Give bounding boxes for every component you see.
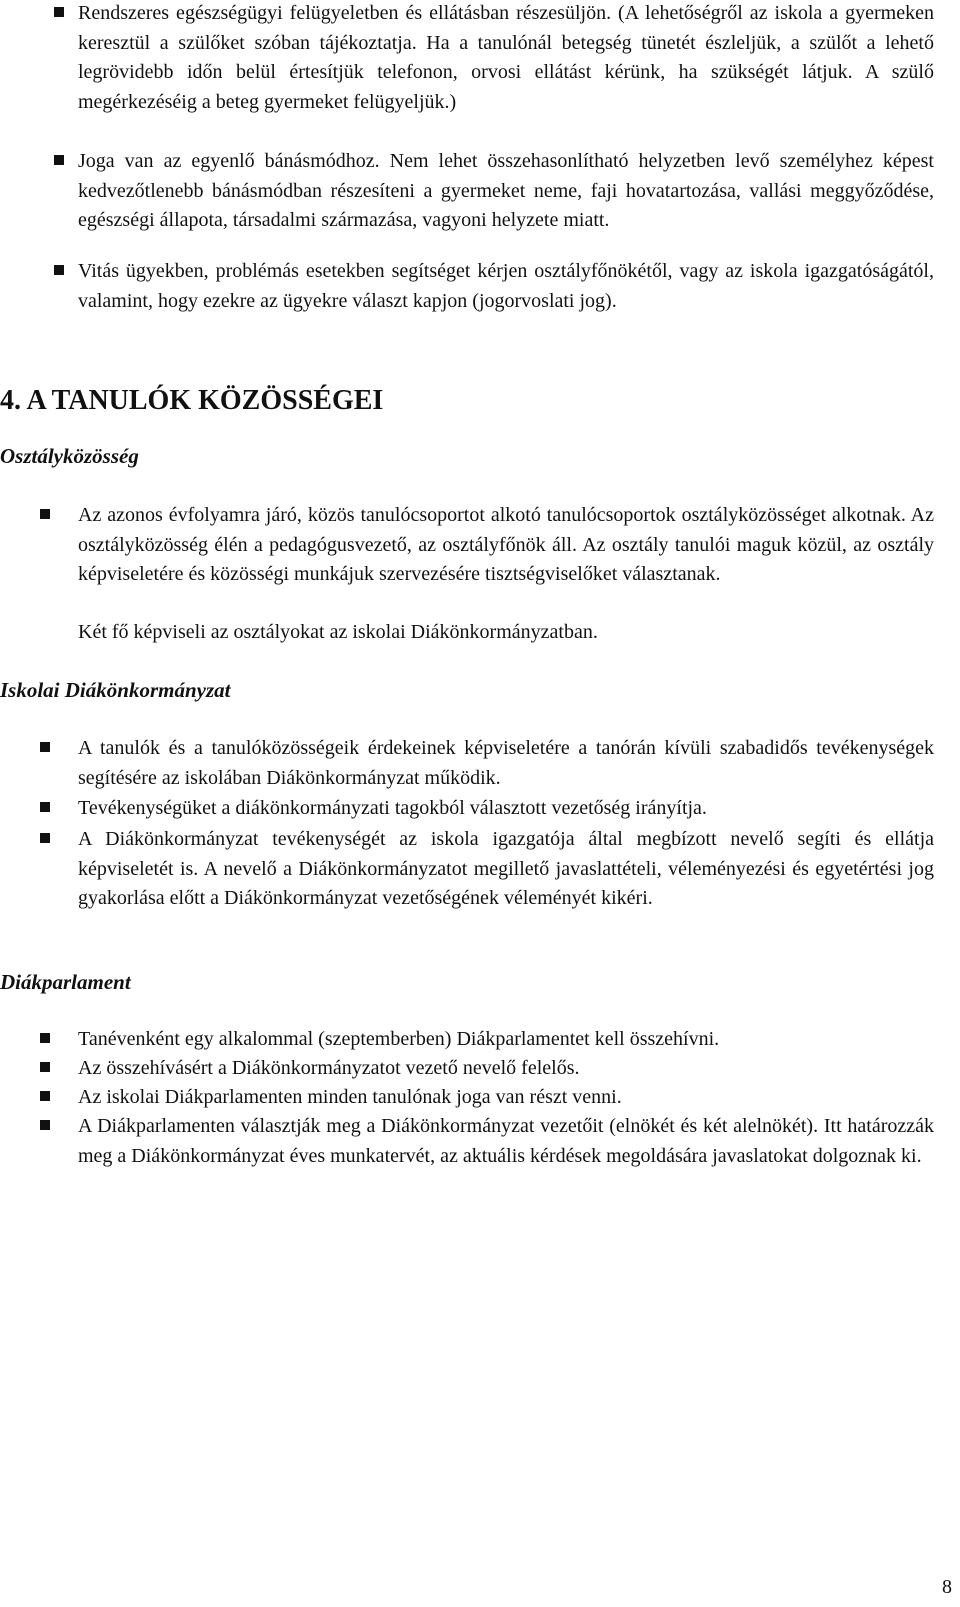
list-item [0, 1054, 960, 1083]
square-bullet-icon [40, 742, 50, 752]
square-bullet-icon [40, 1033, 50, 1043]
list-item-text: A tanulók és a tanulóközösségeik érdekeinek képviseletére a tanórán kívüli szabadidős tevékenységek segítésére az iskolában Diákönkormányzat működik. [78, 737, 934, 789]
section-title: 4. A TANULÓK KÖZÖSSÉGEI [0, 385, 384, 416]
list-item-text: A Diákönkormányzat tevékenységét az iskola igazgatója által megbízott nevelő segíti és ellátja képviseletét is. A nevelő a Diákönkormányzatot megillető javaslattételi, véleményezési és egyetértési jog gyakorlása előtt a Diákönkormányzat vezetőségének véleményét kikéri. [78, 828, 934, 910]
list-item-text: A Diákparlamenten választják meg a Diákönkormányzat vezetőit (elnökét és két alelnökét). Itt határozzák meg a Diákönkormányzat éves munkatervét, az aktuális kérdések megoldására javaslatokat dolgoznak ki. [78, 1115, 934, 1167]
list-item [0, 1112, 960, 1202]
representatives-note: Két fő képviseli az osztályokat az iskolai Diákönkormányzatban. [78, 621, 598, 643]
list-item [0, 257, 960, 347]
square-bullet-icon [40, 509, 50, 519]
list-item-text: Joga van az egyenlő bánásmódhoz. Nem lehet összehasonlítható helyzetben levő személyhez képest kedvezőtlenebb bánásmódban részesíteni a gyermeket neme, faji hovatartozása, vallási meggyőződése, egészségi állapota, társadalmi származása, vagyoni helyzete miatt. [78, 150, 934, 232]
rights-list [0, 0, 960, 347]
list-item-text: Vitás ügyekben, problémás esetekben segítséget kérjen osztályfőnökétől, vagy az iskola igazgatóságától, valamint, hogy ezekre az ügyekre választ kapjon (jogorvoslati jog). [78, 260, 934, 312]
square-bullet-icon [54, 265, 64, 275]
list-item [0, 1025, 960, 1054]
square-bullet-icon [54, 7, 64, 17]
square-bullet-icon [40, 1091, 50, 1101]
list-item-text: Rendszeres egészségügyi felügyeletben és ellátásban részesüljön. (A lehetőségről az iskola a gyermeken keresztül a szülőket szóban tájékoztatja. Ha a tanulónál betegség tünetét észleljük, a szülőt a lehető legrövidebb időn belül értesítjük telefonon, orvosi ellátást kérünk, ha szükségét látjuk. A szülő megérkezéséig a beteg gyermeket felügyeljük.) [78, 2, 934, 113]
list-item-text: Tanévenként egy alkalommal (szeptemberben) Diákparlamentet kell összehívni. [78, 1028, 720, 1050]
list-item [0, 1083, 960, 1112]
list-item [0, 794, 960, 825]
subsection-heading-diakparlament: Diákparlament [0, 970, 131, 994]
dok-list [0, 734, 960, 945]
square-bullet-icon [40, 802, 50, 812]
list-item-text: Az iskolai Diákparlamenten minden tanulónak joga van részt venni. [78, 1086, 622, 1108]
osztaly-list [0, 501, 960, 621]
square-bullet-icon [54, 155, 64, 165]
list-item [0, 734, 960, 794]
list-item [0, 147, 960, 257]
list-item [0, 825, 960, 945]
list-item-text: Tevékenységüket a diákönkormányzati tagokból választott vezetőség irányítja. [78, 797, 707, 819]
list-item [0, 0, 960, 147]
parlament-list [0, 1025, 960, 1202]
square-bullet-icon [40, 1062, 50, 1072]
list-item [0, 501, 960, 621]
subsection-heading-diakonkormanyzat: Iskolai Diákönkormányzat [0, 678, 231, 702]
page-number: 8 [942, 1576, 952, 1598]
list-item-text: Az azonos évfolyamra járó, közös tanulócsoportot alkotó tanulócsoportok osztályközösséget alkotnak. Az osztályközösség élén a pedagógusvezető, az osztályfőnök áll. Az osztály tanulói maguk közül, az osztály képviseletére és közösségi munkájuk szervezésére tisztségviselőket választanak. [78, 504, 934, 586]
list-item-text: Az összehívásért a Diákönkormányzatot vezető nevelő felelős. [78, 1057, 580, 1079]
square-bullet-icon [40, 1120, 50, 1130]
subsection-heading-osztalykozosseg: Osztályközösség [0, 444, 139, 468]
square-bullet-icon [40, 833, 50, 843]
